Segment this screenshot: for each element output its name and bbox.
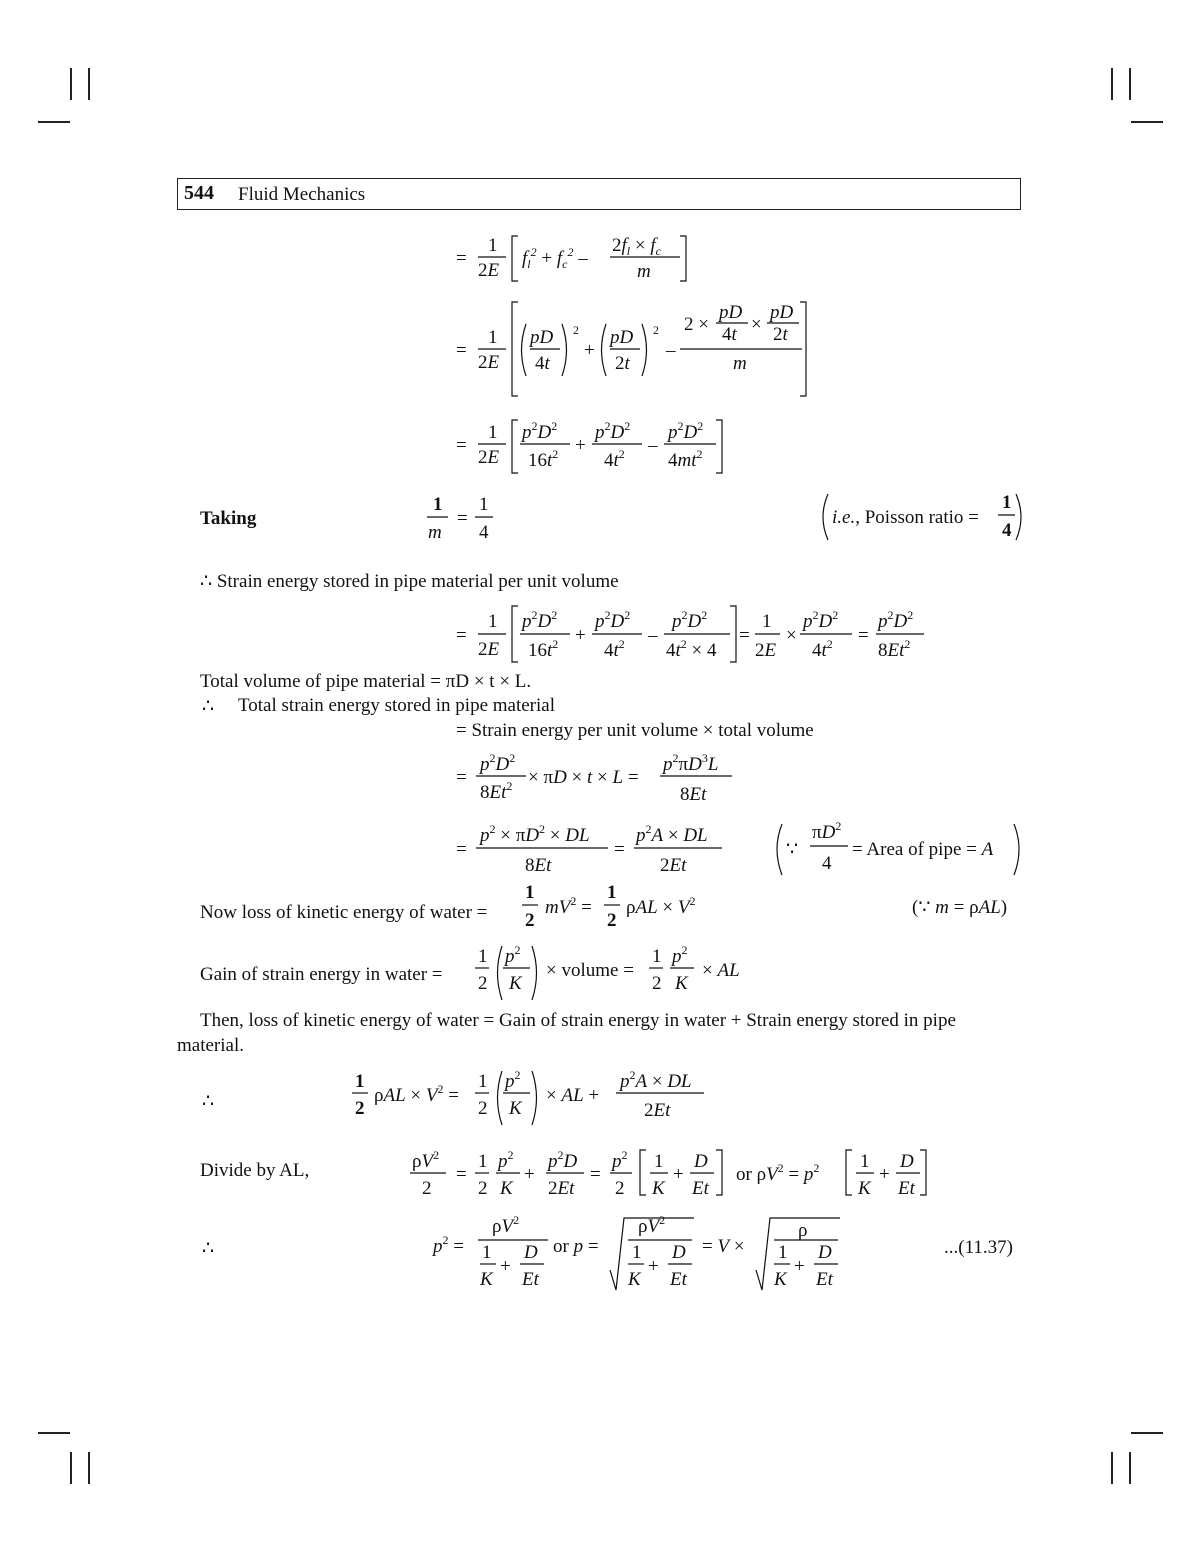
svg-text:K: K <box>628 1269 641 1290</box>
svg-text:1: 1 <box>654 1151 664 1172</box>
total-strain-energy-heading: Total strain energy stored in pipe material <box>238 695 555 716</box>
svg-text:–: – <box>666 340 676 361</box>
svg-text:2: 2 <box>525 910 535 931</box>
svg-text:4t2 × 4: $4t^2 \times 4$ <box>666 637 717 661</box>
svg-text:2E: 2E <box>478 447 500 468</box>
equation-3 <box>456 419 722 473</box>
svg-text:K: K <box>509 973 522 994</box>
svg-text:p2 =: $p^2$ = <box>433 1233 464 1257</box>
svg-text:2: 2 <box>615 1178 625 1199</box>
svg-text:or p =: or p = <box>553 1236 599 1257</box>
svg-text:Et: Et <box>898 1178 915 1199</box>
svg-text:D: D <box>524 1242 538 1263</box>
svg-text:p2 × πD2 × DL: $p^2 \times \pi D^2$ × DL <box>480 822 590 846</box>
svg-text:K: K <box>858 1178 871 1199</box>
svg-text:p2D2: $p^2D^2$ <box>595 608 631 632</box>
svg-text:p2D2: $p^2D^2$ <box>668 419 704 443</box>
svg-text:2Et: 2Et <box>548 1178 575 1199</box>
svg-text:2 ×: 2 × <box>684 314 709 335</box>
svg-text:K: K <box>500 1178 513 1199</box>
svg-text:2: 2 <box>652 973 662 994</box>
svg-text:=: = <box>456 839 467 860</box>
svg-text:p2D2: $p^2D^2$ <box>595 419 631 443</box>
svg-text:mV2 =: $mV^2$ = <box>545 894 592 918</box>
svg-text:+: + <box>648 1256 659 1277</box>
svg-text:+: + <box>575 435 586 456</box>
svg-text:D: D <box>900 1151 914 1172</box>
conclusion-line-1: Then, loss of kinetic energy of water = Gain of strain energy in water + Strain energy stored in pipe <box>200 1010 956 1031</box>
svg-text:p2D2: $p^2D^2$ <box>522 608 558 632</box>
svg-text:1: 1 <box>479 494 489 515</box>
svg-text:2E: 2E <box>478 260 500 281</box>
svg-text:p2: $p^2$ <box>505 943 521 967</box>
svg-text:1: 1 <box>488 327 498 348</box>
svg-text:×: × <box>751 314 762 335</box>
svg-text:Et: Et <box>816 1269 833 1290</box>
therefore-symbol: ∴ <box>202 696 215 717</box>
svg-text:Et: Et <box>670 1269 687 1290</box>
svg-text:πD2: $\pi D^2$ <box>812 819 842 843</box>
svg-text:2: 2 <box>478 973 488 994</box>
svg-text:p2D2: $p^2D^2$ <box>878 608 914 632</box>
svg-text:2: 2 <box>478 1178 488 1199</box>
equation-balance <box>352 1068 704 1125</box>
page-number: 544 <box>184 182 214 204</box>
svg-text:× AL +: × AL + <box>546 1085 600 1106</box>
svg-text:Et: Et <box>522 1269 539 1290</box>
svg-text:p2D: $p^2D$ <box>548 1148 578 1172</box>
svg-text:pD: pD <box>719 302 743 323</box>
svg-text:=: = <box>457 508 468 529</box>
svg-text:×: × <box>786 625 797 646</box>
svg-text:4t: 4t <box>535 353 550 374</box>
svg-text:1: 1 <box>778 1242 788 1263</box>
svg-text:ρV2: $\rho V^2$ <box>638 1213 666 1237</box>
taking-label: Taking <box>200 508 257 529</box>
book-title: Fluid Mechanics <box>238 184 366 205</box>
svg-text:ρAL × V2 =: $\rho AL \times V^2$ = <box>374 1082 459 1106</box>
svg-text:p2A × DL: $p^2A$ × DL <box>620 1068 692 1092</box>
svg-text:p2D2: $p^2D^2$ <box>803 608 839 632</box>
svg-text:=: = <box>456 248 467 269</box>
svg-text:p2A × DL: $p^2A$ × DL <box>636 822 708 846</box>
svg-text:=: = <box>590 1164 601 1185</box>
svg-text:4: 4 <box>1002 520 1012 541</box>
svg-text:4: 4 <box>479 522 489 543</box>
svg-text:2Et: 2Et <box>644 1100 671 1121</box>
svg-text:2t: 2t <box>773 324 788 345</box>
svg-text:2E: 2E <box>478 352 500 373</box>
svg-text:ρAL × V2: $\rho AL \times V^2$ <box>626 894 696 918</box>
svg-text:2t: 2t <box>615 353 630 374</box>
svg-text:K: K <box>652 1178 665 1199</box>
svg-text:4t: 4t <box>722 324 737 345</box>
svg-text:1: 1 <box>355 1071 365 1092</box>
svg-text:=: = <box>456 1164 467 1185</box>
svg-text:m: m <box>637 261 651 282</box>
svg-text:2: 2 <box>478 1098 488 1119</box>
svg-text:8Et2: 8Et$^2$ <box>878 637 911 661</box>
svg-text:4t2: $4t^2$ <box>604 447 625 471</box>
svg-text:=: = <box>456 340 467 361</box>
svg-text:+: + <box>575 625 586 646</box>
svg-text:D: D <box>694 1151 708 1172</box>
svg-text:(∵ m = ρAL): (∵ m = ρAL) <box>912 897 1008 918</box>
svg-text:pD: pD <box>770 302 794 323</box>
svg-text:+: + <box>500 1256 511 1277</box>
svg-text:2E: 2E <box>755 640 777 661</box>
svg-text:1: 1 <box>482 1242 492 1263</box>
strain-energy-per-volume-heading: ∴ Strain energy stored in pipe material per unit volume <box>200 571 619 592</box>
svg-text:K: K <box>774 1269 787 1290</box>
svg-text:1: 1 <box>433 494 443 515</box>
equation-5 <box>456 751 732 805</box>
svg-text:1: 1 <box>860 1151 870 1172</box>
svg-text:K: K <box>675 973 688 994</box>
svg-text:ρ: ρ <box>798 1220 808 1241</box>
svg-text:ρV2: $\rho V^2$ <box>412 1148 440 1172</box>
svg-text:2Et: 2Et <box>660 855 687 876</box>
equation-2 <box>456 302 806 396</box>
svg-text:1: 1 <box>488 611 498 632</box>
svg-text:× πD × t × L =: × πD × t × L = <box>528 767 639 788</box>
therefore-symbol: ∴ <box>202 1238 215 1259</box>
svg-text:= V ×: = V × <box>702 1236 745 1257</box>
svg-text:m: m <box>428 522 442 543</box>
svg-text:1: 1 <box>762 611 772 632</box>
svg-text:=: = <box>456 435 467 456</box>
svg-text:p2D2: $p^2D^2$ <box>522 419 558 443</box>
poisson-ratio-note <box>823 492 1021 541</box>
svg-text:or ρV2 = p2: or $\rho V^2 = p^2$ <box>736 1161 820 1185</box>
svg-text:=: = <box>456 625 467 646</box>
strain-energy-product-line: = Strain energy per unit volume × total volume <box>456 720 814 741</box>
equation-1 <box>456 235 686 282</box>
svg-text:1: 1 <box>478 1071 488 1092</box>
equation-number: ...(11.37) <box>944 1237 1013 1258</box>
equation-ke-loss <box>522 882 1007 931</box>
svg-text:=: = <box>614 839 625 860</box>
svg-text:D: D <box>672 1242 686 1263</box>
svg-text:2fl × fc: $2f_l \times f_c$ <box>612 235 661 258</box>
svg-text:+: + <box>794 1256 805 1277</box>
svg-text:m: m <box>733 353 747 374</box>
svg-text:16t2: $16t^2$ <box>528 637 559 661</box>
svg-text:4t2: $4t^2$ <box>812 637 833 661</box>
svg-text:p2πD3L: $p^2\pi D^3L$ <box>663 751 719 775</box>
equation-4 <box>456 606 924 662</box>
equation-divide <box>410 1148 926 1199</box>
svg-text:D: D <box>818 1242 832 1263</box>
total-volume-line: Total volume of pipe material = πD × t × L. <box>200 671 532 692</box>
svg-text:=: = <box>456 767 467 788</box>
svg-text:1: 1 <box>488 235 498 256</box>
gain-strain-label: Gain of strain energy in water = <box>200 964 443 985</box>
equation-strain-gain <box>475 943 740 1000</box>
svg-text:1: 1 <box>478 1151 488 1172</box>
svg-text:Et: Et <box>692 1178 709 1199</box>
svg-text:8Et: 8Et <box>525 855 552 876</box>
svg-text:p2D2: $p^2D^2$ <box>672 608 708 632</box>
svg-text:1: 1 <box>632 1242 642 1263</box>
svg-text:8Et: 8Et <box>680 784 707 805</box>
svg-text:2: 2 <box>573 323 579 337</box>
svg-text:i.e., Poisson ratio =: i.e., Poisson ratio = <box>832 507 979 528</box>
svg-text:–: – <box>648 625 658 646</box>
svg-text:2: 2 <box>607 910 617 931</box>
svg-text:+: + <box>524 1164 535 1185</box>
svg-text:4mt2: $4mt^2$ <box>668 447 703 471</box>
svg-text:1: 1 <box>607 882 617 903</box>
svg-text:+: + <box>584 340 595 361</box>
svg-text:+: + <box>879 1164 890 1185</box>
svg-text:pD: pD <box>610 327 634 348</box>
svg-text:2: 2 <box>422 1178 432 1199</box>
svg-text:K: K <box>509 1098 522 1119</box>
svg-text:× volume =: × volume = <box>546 960 634 981</box>
svg-text:= Area of pipe = A: = Area of pipe = A <box>852 839 994 860</box>
svg-text:1: 1 <box>525 882 535 903</box>
svg-text:–: – <box>648 435 658 456</box>
equation-final <box>431 1213 840 1290</box>
svg-text:ρV2: $\rho V^2$ <box>492 1213 520 1237</box>
conclusion-line-2: material. <box>177 1035 244 1056</box>
svg-text:p2: $p^2$ <box>612 1148 628 1172</box>
svg-text:+: + <box>673 1164 684 1185</box>
svg-text:4: 4 <box>822 853 832 874</box>
svg-text:p2: $p^2$ <box>672 943 688 967</box>
loss-ke-label: Now loss of kinetic energy of water = <box>200 902 488 923</box>
svg-text:p2D2: $p^2D^2$ <box>480 751 516 775</box>
equation-6 <box>456 819 1019 876</box>
svg-text:16t2: $16t^2$ <box>528 447 559 471</box>
svg-text:1: 1 <box>488 422 498 443</box>
svg-text:K: K <box>480 1269 493 1290</box>
svg-text:=: = <box>739 625 750 646</box>
svg-text:p2: $p^2$ <box>505 1068 521 1092</box>
svg-text:=: = <box>858 625 869 646</box>
svg-text:1: 1 <box>652 946 662 967</box>
svg-text:× AL: × AL <box>702 960 740 981</box>
divide-by-label: Divide by AL, <box>200 1160 310 1181</box>
svg-text:2: 2 <box>653 323 659 337</box>
svg-text:∵: ∵ <box>786 839 799 860</box>
svg-text:p2: $p^2$ <box>498 1148 514 1172</box>
svg-text:4t2: $4t^2$ <box>604 637 625 661</box>
svg-text:2E: 2E <box>478 639 500 660</box>
svg-text:1: 1 <box>478 946 488 967</box>
svg-text:pD: pD <box>530 327 554 348</box>
poisson-substitution <box>427 494 493 543</box>
svg-text:fl2 + fc2 –: $f_l^2 + f_c^2$ – <box>522 245 588 271</box>
svg-text:2: 2 <box>355 1098 365 1119</box>
svg-text:8Et2: 8Et$^2$ <box>480 779 513 803</box>
svg-text:1: 1 <box>1002 492 1012 513</box>
therefore-symbol: ∴ <box>202 1091 215 1112</box>
